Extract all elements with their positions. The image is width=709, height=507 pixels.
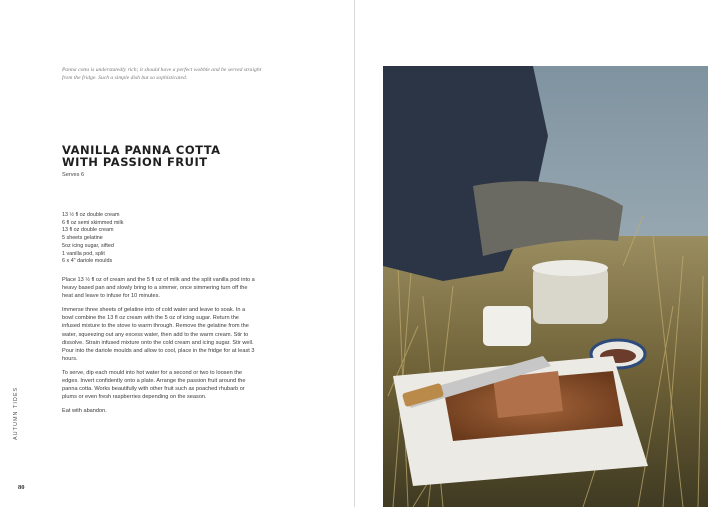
recipe-title-line-1: VANILLA PANNA COTTA [62,143,221,157]
ingredient-item: 6 x 4" dariole moulds [62,258,113,265]
ingredient-item: 5 sheets gelatine [62,235,103,242]
ingredients-list [62,212,262,266]
ingredient-item: 6 fl oz semi skimmed milk [62,219,124,226]
pot-lid [532,260,608,276]
ingredient-item: 1 vanilla pod, split [62,250,105,257]
page-gutter [354,0,355,507]
recipe-title [62,144,282,168]
running-head: AUTUMN TIDES [13,386,19,440]
page-number: 80 [18,484,25,491]
ingredient-item: 5oz icing sugar, sifted [62,242,114,249]
method-paragraph: To serve, dip each mould into hot water for a second or two to loosen the edges. Invert confidently onto a plate. Arrange the passion fruit around the panna cotta. Works beautifully with other fruit such as poached rhubarb or plums or even fresh raspberries depending on the season. [62,369,246,401]
method-text [62,276,256,421]
method-paragraph: Eat with abandon. [62,408,107,415]
method-paragraph: Immerse three sheets of gelatine into of cold water and leave to soak. In a bowl combine the 13 fl oz cream with the 5 oz of icing sugar. Return the infused mixture to the stove to warm through. Remove the gelatine from the water, squeezing out any excess water, then add to the warm cream. Stir to dissolve. Strain infused mixture onto the cold cream and icing sugar. Stir well. Pour into the dariole moulds and allow to cool, place in the fridge for at least 3 hours. [62,307,255,362]
ingredient-item: 13 fl oz double cream [62,227,114,234]
recipe-title-line-2: WITH PASSION FRUIT [62,155,208,169]
serves-note: Serves 6 [62,172,85,178]
recipe-intro: Panna cotta is understatedly rich; it should have a perfect wobble and be served straight from the fridge. Such a simple dish but so sophisticated. [62,67,262,81]
method-paragraph: Place 13 ½ fl oz of cream and the 5 fl oz of milk and the split vanilla pod into a heavy based pan and slowly bring to a simmer, once simmering turn off the heat and leave to infuse for 10 minutes. [62,277,255,300]
ingredient-item: 13 ½ fl oz double cream [62,212,120,218]
enamel-mug [483,306,531,346]
recipe-photo [383,66,708,507]
